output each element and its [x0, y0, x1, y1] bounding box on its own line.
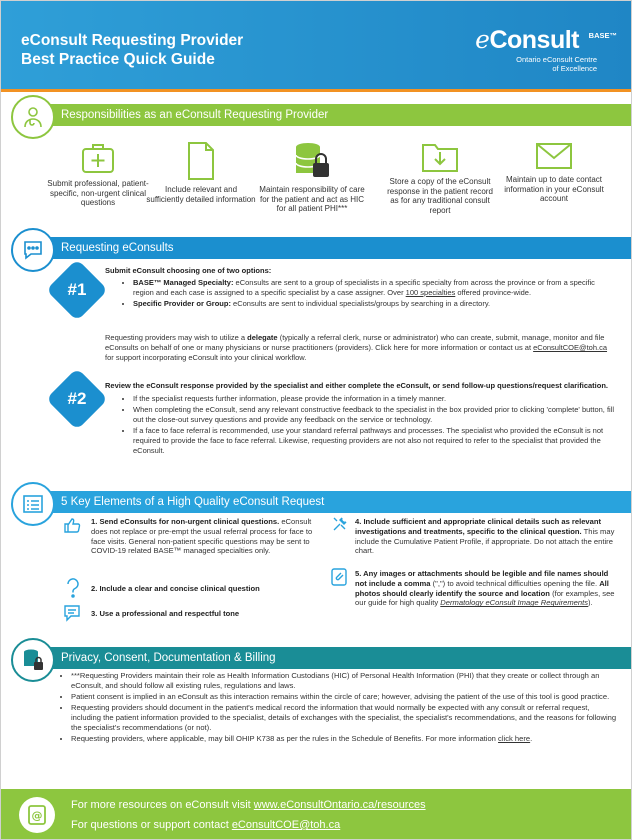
dermatology-guide-link[interactable]: Dermatology eConsult Image Requirements	[440, 598, 589, 608]
support-email-footer-link[interactable]: eConsultCOE@toh.ca	[231, 819, 341, 831]
step-1-text	[105, 266, 617, 310]
requesting-header	[37, 237, 632, 259]
delegate-paragraph: Requesting providers may wish to utilize a delegate (typically a referral clerk, nurse or administrator) who can create, submit, manage, monitor and file eConsults on behalf of one or many physicians or nurse practitioners (providers). Click here for more information or contact us at eConsultCOE@toh.ca for support incorporating eConsult into your clinical workflow.	[105, 333, 608, 362]
title-line-1: eConsult Requesting Provider	[21, 32, 244, 49]
responsibility-item: Store a copy of the eConsult response in the patient record as for any traditional consult report	[385, 139, 495, 215]
privacy-bullet: • Requesting providers should document in the patient's medical record the information that would normally be expected with any consult or referral request, including the patient information provided to the specialist, details of exchanges with the specialist, the specialist's recommendations, and the reasons for following the specialist's recommendations (or not).	[71, 703, 617, 732]
step-2-text	[105, 381, 617, 457]
option-specific-provider: • Specific Provider or Group: eConsults are sent to individual specialists/groups by searching in a directory.	[133, 299, 617, 309]
question-mark-icon	[65, 578, 81, 598]
folder-download-icon	[421, 139, 459, 173]
billing-link[interactable]: click here	[498, 734, 531, 744]
key-element-4: 4. Include sufficient and appropriate clinical details such as relevant investigations and treatments, specific to the clinical question. This may include the Cumulative Patient Profile, if appropriate. Do not attach the entire chart.	[355, 517, 615, 556]
responsibility-item: Include relevant and sufficiently detailed information	[146, 141, 256, 204]
support-email-link[interactable]: eConsultCOE@toh.ca	[533, 343, 608, 352]
responsibility-item: Maintain up to date contact information in your eConsult account	[499, 141, 609, 204]
locked-database-icon	[293, 141, 331, 181]
tools-icon	[331, 515, 349, 533]
secure-database-icon	[11, 638, 55, 682]
responsibility-item: Submit professional, patient-specific, non-urgent clinical questions	[43, 141, 153, 208]
orange-divider	[1, 89, 632, 92]
responsibilities-header	[37, 104, 632, 126]
title-line-2: Best Practice Quick Guide	[21, 51, 215, 68]
step-2-bullet: • If the specialist requests further information, please provide the information in a timely manner.	[133, 394, 617, 404]
footer-resources-line: For more resources on eConsult visit www.eConsultOntario.ca/resources	[71, 799, 426, 811]
paperclip-icon	[331, 568, 347, 586]
key-element-3: 3. Use a professional and respectful tone	[91, 609, 240, 618]
thumbs-up-icon	[63, 516, 81, 534]
logo-base-mark: BASE™	[588, 31, 617, 40]
step-2-bullet: • When completing the eConsult, send any relevant constructive feedback to the specialist in the box provided prior to clicking 'complete' button, fill out the close-out survey questions and provide any feedback on the service or technology.	[133, 405, 617, 425]
privacy-header	[37, 647, 632, 669]
key-elements-header	[37, 491, 632, 513]
page-title	[21, 31, 243, 69]
chat-bubble-icon	[11, 228, 55, 272]
resources-link[interactable]: www.eConsultOntario.ca/resources	[253, 799, 426, 811]
checklist-icon	[11, 482, 55, 526]
email-at-icon	[19, 797, 55, 833]
step-2-heading: Review the eConsult response provided by the specialist and either complete the eConsult, or send follow-up questions/request clarification.	[105, 381, 609, 390]
step-2-bullet: • If a face to face referral is recommended, use your standard referral pathways and processes. The specialist who provided the eConsult is not required to provide the face to face referral. Likewise, requesting providers are not also not required to refer to the specialist that provided the eConsult.	[133, 426, 617, 456]
step-2-badge: #2	[67, 389, 87, 408]
logo-subtitle: Ontario eConsult Centre of Excellence	[516, 55, 597, 73]
envelope-icon	[535, 141, 573, 171]
privacy-text	[61, 671, 617, 746]
specialties-link[interactable]: 100 specialties	[405, 288, 456, 297]
step-1-heading: Submit eConsult choosing one of two options:	[105, 266, 272, 275]
econsult-logo	[417, 25, 617, 75]
key-element-5: 5. Any images or attachments should be legible and file names should not include a comma (",") to avoid technical difficulties opening the file. All photos should clearly identify the source and location (for examples, see our guide for high quality Dermatology eConsult Image Requirements).	[355, 569, 615, 608]
key-element-1: 1. Send eConsults for non-urgent clinical questions. eConsult does not replace or pre-empt the usual referral process for face to face visits. General non-patient specific questions may be sent to COVID-19 related BASE™ managed specialties only.	[91, 517, 313, 556]
responsibilities-title: Responsibilities as an eConsult Requesting Provider	[61, 109, 329, 121]
privacy-bullet: • Patient consent is implied in an eConsult as this interaction remains within the circle of care; however, advising the patient of the use of this tool is good practice.	[71, 692, 617, 702]
privacy-bullet-billing: • Requesting providers, where applicable, may bill OHIP K738 as per the rules in the Schedule of Benefits. For more information click here.	[71, 734, 617, 744]
step-1-badge: #1	[67, 280, 87, 299]
footer-support-line: For questions or support contact eConsultCOE@toh.ca	[71, 819, 341, 831]
option-base-managed: • BASE™ Managed Specialty: eConsults are sent to a group of specialists in a specific specialty from across the province or from a specific region and each case is assigned to a specific specialist by a case assigner. Over 100 specialties offered province-wide.	[133, 278, 617, 298]
logo-wordmark: eConsult	[475, 25, 579, 54]
doctor-icon	[11, 95, 55, 139]
speech-icon	[63, 604, 81, 622]
requesting-title: Requesting eConsults	[61, 242, 174, 254]
first-aid-kit-icon	[80, 141, 116, 175]
footer-banner	[1, 789, 632, 840]
responsibility-item: Maintain responsibility of care for the patient and act as HIC for all patient PHI***	[257, 141, 367, 214]
header-banner	[1, 1, 632, 89]
document-icon	[186, 141, 216, 181]
privacy-title: Privacy, Consent, Documentation & Billing	[61, 652, 276, 664]
key-element-2: 2. Include a clear and concise clinical question	[91, 584, 260, 593]
privacy-bullet: • ***Requesting Providers maintain their role as Health Information Custodians (HIC) of Personal Health Information (PHI) that they create or collect through an eConsult, and should follow all existing rules, regulations and laws.	[71, 671, 617, 691]
svg-text:@: @	[31, 809, 43, 822]
key-elements-title: 5 Key Elements of a High Quality eConsult Request	[61, 496, 325, 508]
